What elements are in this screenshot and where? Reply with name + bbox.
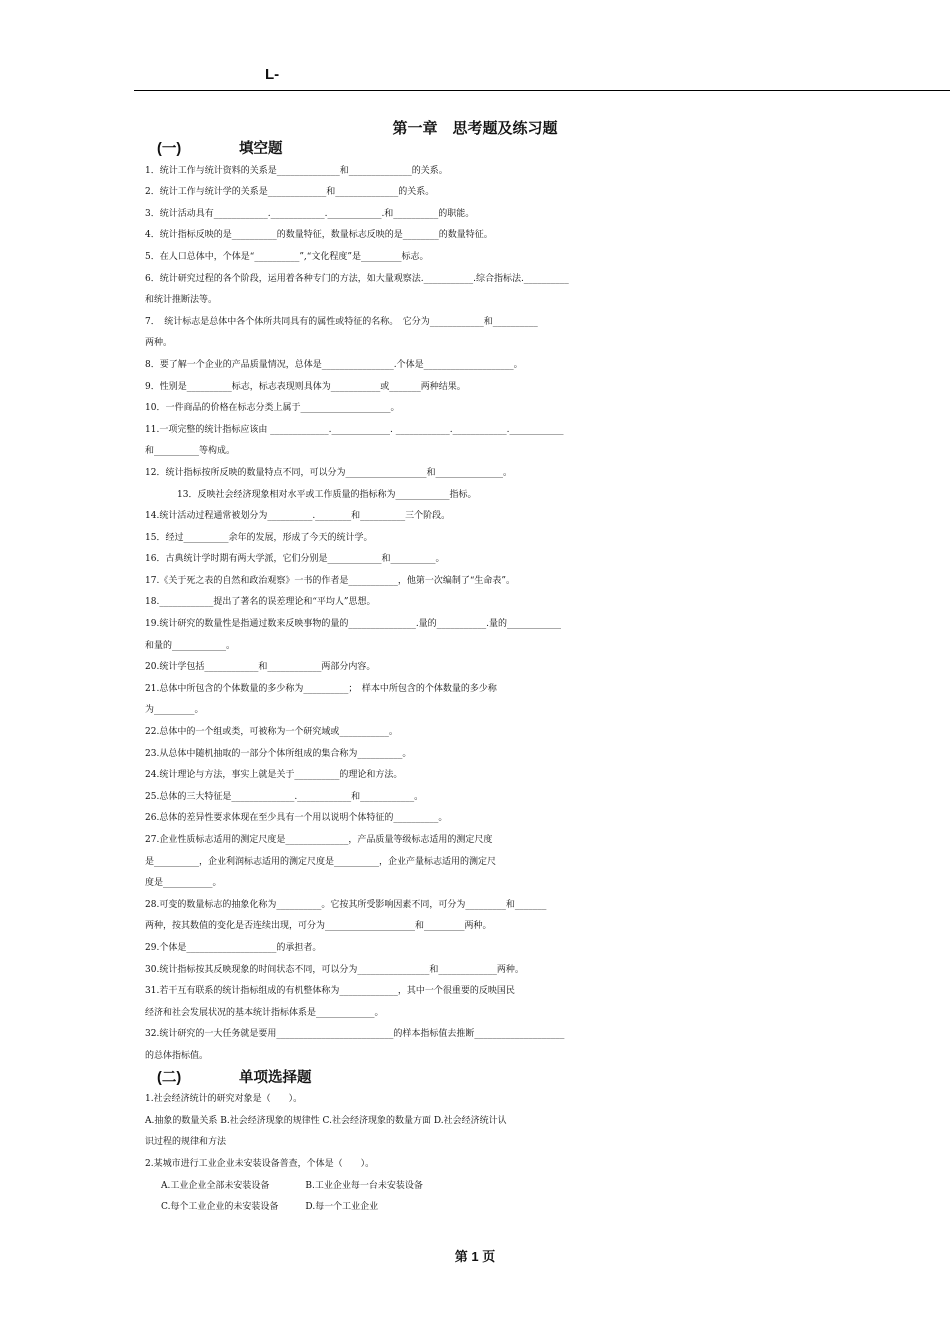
text-line: 26.总体的差异性要求体现在至少具有一个用以说明个体特征的__________。 [145, 813, 448, 824]
text-line: 11.一项完整的统计指标应该由 _____________._____________. ____________.____________.____________ [145, 424, 564, 435]
fill-in-questions [145, 161, 950, 1068]
text-line: 5．在人口总体中，个体是“__________”,“文化程度”是_________标志。 [145, 251, 429, 262]
text-line: 17.《关于死之表的自然和政治观察》一书的作者是___________，他第一次编制了“生命表”。 [145, 575, 516, 586]
text-line: 2.某城市进行工业企业未安装设备普查，个体是（ ）。 [145, 1158, 375, 1169]
text-line: 4．统计指标反映的是__________的数量特征，数量标志反映的是________的数量特征。 [145, 230, 493, 241]
text-line: 经济和社会发展状况的基本统计指标体系是_____________。 [145, 1007, 384, 1018]
text-line: 10．一件商品的价格在标志分类上属于____________________。 [145, 403, 400, 414]
text-line: 3．统计活动具有____________.____________.____________.和__________的职能。 [145, 208, 475, 219]
text-line: 2．统计工作与统计学的关系是_____________和______________的关系。 [145, 187, 435, 198]
text-line: 和量的____________。 [145, 640, 236, 651]
text-line: 12．统计指标按所反映的数量特点不同，可以分为__________________和_______________。 [145, 467, 512, 478]
chapter-title: 第一章 思考题及练习题 [392, 120, 558, 137]
text-line: 的总体指标值。 [145, 1050, 209, 1061]
text-line: 21.总体中所包含的个体数量的多少称为__________； 样本中所包含的个体数量的多少称 [145, 683, 497, 694]
text-line: 18.____________提出了著名的误差理论和“平均人”思想。 [145, 597, 376, 608]
text-line: 识过程的规律和方法 [145, 1137, 227, 1148]
section-choice-title: 单项选择题 [239, 1069, 312, 1086]
text-line: 两种，按其数值的变化是否连续出现，可分为____________________和_________两种。 [145, 921, 492, 932]
text-line: 19.统计研究的数量性是指通过数来反映事物的量的_______________.量的___________.量的____________ [145, 619, 562, 630]
text-line: 6．统计研究过程的各个阶段，运用着各种专门的方法，如大量观察法.___________.综合指标法.__________ [145, 273, 569, 284]
text-line: 24.统计理论与方法，事实上就是关于__________的理论和方法。 [145, 770, 403, 781]
text-line: 是__________，企业利润标志适用的测定尺度是__________，企业产量标志适用的测定尺 [145, 856, 497, 867]
text-line: 8．要了解一个企业的产品质量情况，总体是________________.个体是____________________。 [145, 359, 523, 370]
text-line: 31.若干互有联系的统计指标组成的有机整体称为_____________，其中一个很重要的反映国民 [145, 986, 515, 997]
text-line: A.工业企业全部未安装设备 B.工业企业每一台未安装设备 [161, 1180, 423, 1191]
header-rule [134, 90, 950, 91]
section-fill-number: (一) [157, 141, 182, 157]
text-line: 两种。 [145, 338, 173, 349]
section-fill-heading [145, 139, 950, 161]
choice-options [145, 1176, 950, 1219]
section-choice-number: (二) [157, 1069, 182, 1086]
text-line: 和统计推断法等。 [145, 295, 218, 306]
text-line: 9．性别是__________标志，标志表现则具体为___________或_______两种结果。 [145, 381, 466, 392]
text-line: 29.个体是____________________的承担者。 [145, 942, 322, 953]
text-line: 和__________等构成。 [145, 446, 236, 457]
text-line: A.抽象的数量关系 B.社会经济现象的规律性 C.社会经济现象的数量方面 D.社会经济统计认 [145, 1115, 507, 1126]
text-line: 20.统计学包括____________和____________两部分内容。 [145, 662, 376, 673]
text-line: 22.总体中的一个组或类，可被称为一个研究域或___________。 [145, 727, 398, 738]
text-line: 15．经过__________余年的发展，形成了今天的统计学。 [145, 532, 373, 543]
choice-questions [145, 1089, 950, 1175]
text-line: C.每个工业企业的未安装设备 D.每一个工业企业 [161, 1202, 379, 1213]
text-line: 度是___________。 [145, 878, 222, 889]
text-line: 7． 统计标志是总体中各个体所共同具有的属性或特征的名称。 它分为____________和__________ [145, 316, 538, 327]
header-mark: L- [265, 66, 280, 83]
section-fill-title: 填空题 [239, 141, 283, 157]
text-line: 14.统计活动过程通常被划分为__________.________和__________三个阶段。 [145, 511, 451, 522]
text-line: 为_________。 [145, 705, 204, 716]
text-line: 32.统计研究的一大任务就是要用__________________________的样本指标值去推断____________________ [145, 1029, 565, 1040]
text-line: 27.企业性质标志适用的测定尺度是______________，产品质量等级标志适用的测定尺度 [145, 835, 493, 845]
text-line: 13．反映社会经济现象相对水平或工作质量的指标称为____________指标。 [177, 489, 477, 500]
text-line: 23.从总体中随机抽取的一部分个体所组成的集合称为__________。 [145, 748, 412, 759]
text-line: 16．古典统计学时期有两大学派，它们分别是____________和__________。 [145, 554, 445, 565]
document-body [145, 139, 950, 1219]
page-footer: 第 1 页 [454, 1249, 496, 1264]
text-line: 25.总体的三大特征是______________.____________和____________。 [145, 791, 424, 802]
text-line: 1.社会经济统计的研究对象是（ ）。 [145, 1094, 303, 1105]
text-line: 30.统计指标按其反映现象的时间状态不同，可以分为________________和_____________两种。 [145, 964, 524, 975]
text-line: 28.可变的数量标志的抽象化称为__________。它按其所受影响因素不同，可分为_________和_______ [145, 899, 547, 910]
text-line: 1．统计工作与统计资料的关系是______________和______________的关系。 [145, 165, 448, 176]
section-choice-heading [145, 1068, 950, 1090]
